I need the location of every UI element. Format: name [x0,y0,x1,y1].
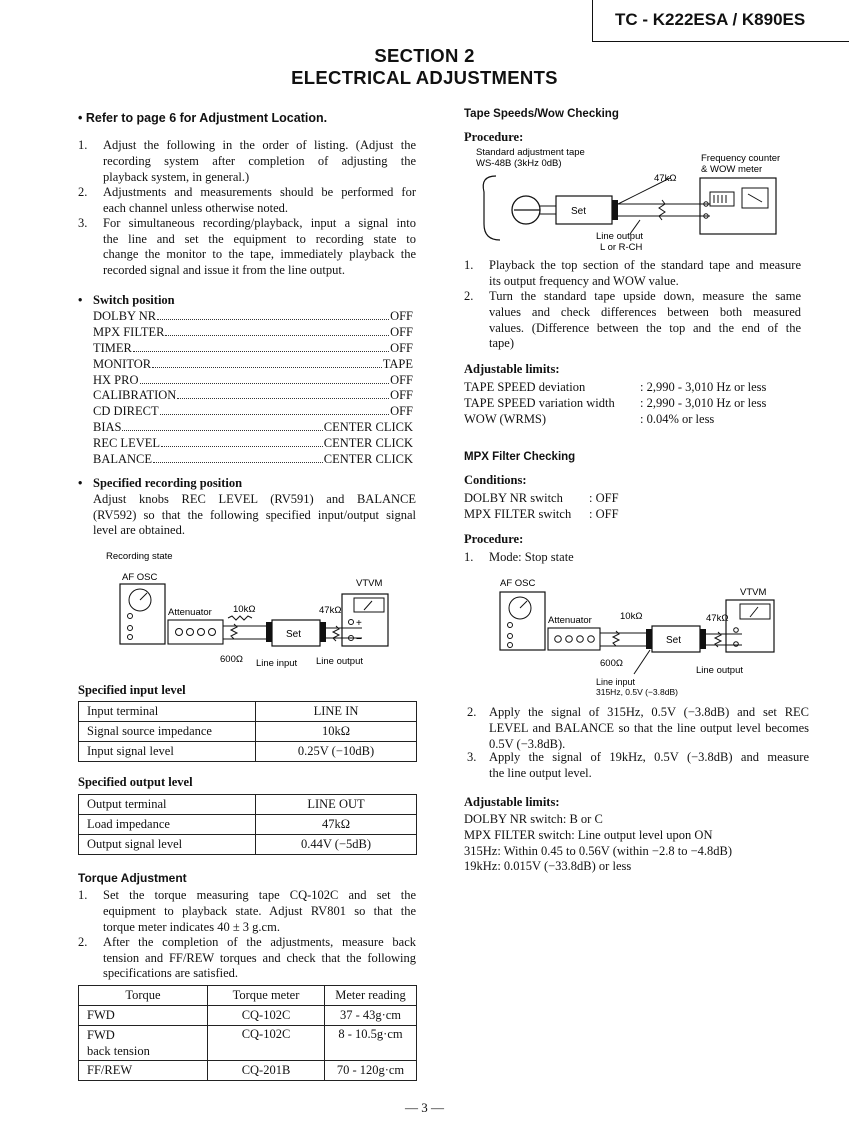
procedure-label: Procedure: [464,130,524,144]
list-line: change the monitor to the tape, immediately playback the [103,247,416,261]
freq-counter-label: Frequency counter [701,153,781,164]
line-output-label: Line output [696,665,744,676]
set-label: Set [666,635,682,646]
minus-sign: − [356,634,362,645]
attenuator-label: Attenuator [168,607,212,618]
page-number: — 3 — [405,1100,444,1115]
vtvm-box [726,600,774,652]
switch-row: CALIBRATION OFF [93,388,413,402]
switch-row: MPX FILTER OFF [93,325,413,339]
switch-row: CD DIRECT OFF [93,404,413,418]
switch-row: BALANCE CENTER CLICK [93,452,413,466]
list-line: Adjustments and measurements should be performed for [103,185,416,199]
list-line: the line and set the equipment to recording state to [103,232,416,246]
adj-limits-heading: Adjustable limits: [464,362,560,376]
attenuator-box [168,620,223,644]
switch-row: REC LEVEL CENTER CLICK [93,436,413,450]
r3-label: 600Ω [220,654,243,665]
section-subtitle: ELECTRICAL ADJUSTMENTS [291,67,558,88]
list-number: 2. [78,185,88,199]
std-tape-model: WS-48B (3kHz 0dB) [476,158,562,169]
set-label: Set [571,206,587,217]
attenuator-label: Attenuator [548,615,592,626]
switch-row: BIAS CENTER CLICK [93,420,413,434]
line-input-label: Line input [256,658,298,669]
list-line: recorded signal and issue it from the line output. [103,263,345,277]
torque-table [78,985,417,1081]
list-line: Adjust the following in the order of listing. (Adjust the [103,138,416,152]
r1-label: 10kΩ [233,604,256,615]
torque-heading: Torque Adjustment [78,871,187,885]
switch-bullet: • [78,293,83,307]
channel-label: L or R-CH [600,242,643,253]
output-level-heading: Specified output level [78,775,193,789]
r2-label: 47kΩ [706,613,729,624]
plus-sign: + [356,618,362,629]
r2-label: 47kΩ [319,605,342,616]
specrec-bullet: • [78,476,83,490]
model-header [592,0,849,42]
line-output-label: Line output [316,656,364,667]
list-line: each channel unless otherwise noted. [103,201,289,215]
specrec-heading: Specified recording position [93,476,243,490]
specrec-line: level are obtained. [93,523,185,537]
switch-row: MONITOR TAPE [93,357,413,371]
specrec-line: (RV592) so that the following specified input/output signal [93,508,416,522]
diagram-caption: Recording state [106,551,173,562]
list-number: 1. [78,138,88,152]
std-tape-label: Standard adjustment tape [476,147,585,158]
r1-label: 10kΩ [620,611,643,622]
af-osc-label: AF OSC [122,572,158,583]
list-line: playback system, in general.) [103,170,250,184]
attenuator-box [548,628,600,650]
table-row: FWD back tension CQ-102C 8 - 10.5g·cm [79,1026,417,1061]
table-row: Output signal level 0.44V (−5dB) [79,835,417,855]
tape-speed-heading: Tape Speeds/Wow Checking [464,108,619,120]
table-row: Load impedance 47kΩ [79,815,417,835]
mpx-heading: MPX Filter Checking [464,451,576,463]
r3-label: 600Ω [600,658,623,669]
r-label: 47kΩ [654,173,677,184]
af-osc-box [120,584,165,644]
line-input-label: Line input [596,677,636,687]
list-line: recording system after completion of adjusting the [103,154,416,168]
table-row: Output terminal LINE OUT [79,795,417,815]
vtvm-label: VTVM [740,587,767,598]
specrec-line: Adjust knobs REC LEVEL (RV591) and BALANCE [93,492,416,506]
recording-diagram [100,546,400,676]
switch-row: TIMER OFF [93,341,413,355]
table-row: FWD CQ-102C 37 - 43g·cm [79,1006,417,1026]
input-level-table [78,701,417,762]
wow-meter-label: & WOW meter [701,164,763,175]
set-label: Set [286,629,302,640]
table-row: Input signal level 0.25V (−10dB) [79,742,417,762]
refer-note: • Refer to page 6 for Adjustment Location. [78,111,328,125]
tape-speed-diagram [470,144,810,256]
section-title: SECTION 2 [374,45,475,66]
switch-row: HX PRO OFF [93,373,413,387]
list-number: 3. [78,216,88,230]
signal-label: 315Hz, 0.5V (−3.8dB) [596,687,678,697]
switch-row: DOLBY NR OFF [93,309,413,323]
proc2-text: Mode: Stop state [489,550,574,564]
vtvm-label: VTVM [356,578,383,589]
af-osc-box [500,592,545,650]
mpx-diagram [490,570,790,700]
model-number: TC - K222ESA / K890ES [615,10,806,29]
table-row: Input terminal LINE IN [79,702,417,722]
conditions-label: Conditions: [464,473,527,487]
output-level-table [78,794,417,855]
proc2-number: 1. [464,550,474,564]
adj2-heading: Adjustable limits: [464,795,560,809]
line-output-label: Line output [596,231,644,242]
table-header-row: Torque Torque meter Meter reading [79,986,417,1006]
procedure2-label: Procedure: [464,532,524,546]
table-row: Signal source impedance 10kΩ [79,722,417,742]
af-osc-label: AF OSC [500,578,536,589]
input-level-heading: Specified input level [78,683,186,697]
table-row: FF/REW CQ-201B 70 - 120g·cm [79,1061,417,1081]
list-line: For simultaneous recording/playback, input a signal into [103,216,416,230]
switch-heading: Switch position [93,293,175,307]
